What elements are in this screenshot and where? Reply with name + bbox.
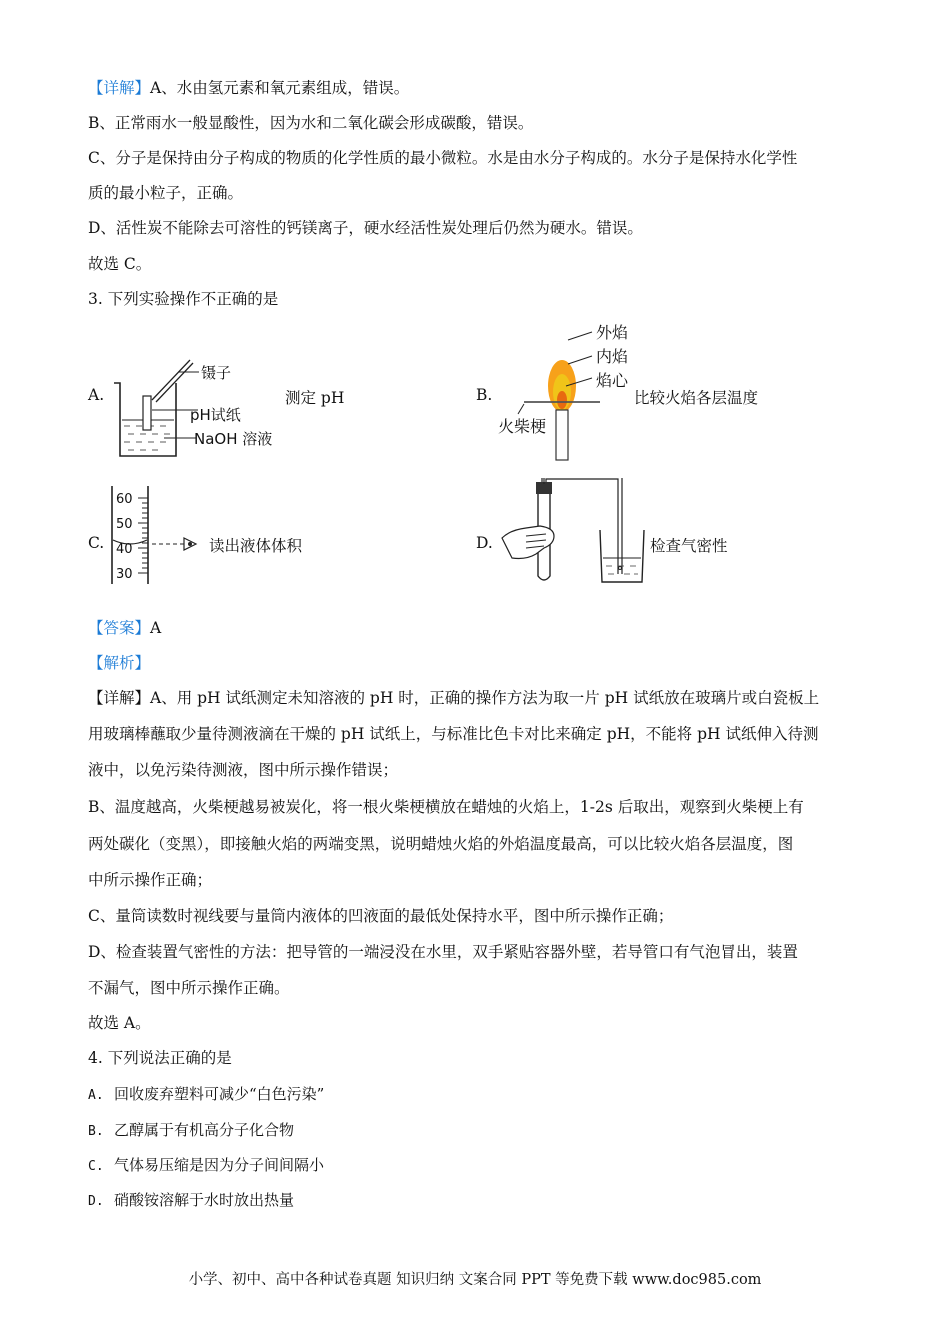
q3-detail-b2: 两处碳化（变黑），即接触火焰的两端变黑，说明蜡烛火焰的外焰温度最高，可以比较火焰各层温度，图 (88, 835, 794, 853)
flame-core-label: 焰心 (596, 371, 629, 390)
q3-detail-b1: B、温度越高，火柴梗越易被炭化，将一根火柴梗横放在蜡烛的火焰上，1-2s 后取出，观察到火柴梗上有 (88, 798, 804, 816)
choice-text: 乙醇属于有机高分子化合物 (114, 1121, 295, 1139)
tick-60: 60 (116, 492, 133, 507)
q2-detail-c1: C、分子是保持由分子构成的物质的化学性质的最小微粒。水是由水分子构成的。水分子是保持水化学性 (88, 149, 798, 167)
choice-text: 回收废弃塑料可减少“白色污染” (114, 1085, 325, 1103)
ph-test-figure (106, 358, 286, 463)
q3-detail-a1 (88, 688, 819, 708)
airtightness-figure (496, 478, 646, 590)
answer-tag: 【答案】 (88, 619, 151, 637)
choice-letter: A. (88, 1088, 104, 1103)
q2-detail-c2: 质的最小粒子，正确。 (88, 184, 244, 202)
q3-detail-d2: 不漏气，图中所示操作正确。 (88, 979, 290, 997)
q3-analysis-tag (88, 653, 150, 673)
q3-option-d-letter: D. (476, 534, 493, 552)
inner-flame-label: 内焰 (596, 347, 629, 366)
q4-choice-c (88, 1154, 324, 1175)
tick-30: 30 (116, 567, 133, 582)
q3-conclusion: 故选 A。 (88, 1014, 151, 1032)
q3-option-b-letter: B. (476, 386, 493, 404)
q2-conclusion: 故选 C。 (88, 255, 152, 273)
q2-detail-d: D、活性炭不能除去可溶性的钙镁离子，硬水经活性炭处理后仍然为硬水。错误。 (88, 219, 643, 237)
q2-detail-b: B、正常雨水一般显酸性，因为水和二氧化碳会形成碳酸，错误。 (88, 114, 534, 132)
choice-letter: B. (88, 1124, 104, 1139)
choice-letter: C. (88, 1159, 104, 1174)
q3-detail-b3: 中所示操作正确； (88, 871, 213, 889)
q3-stem: 3. 下列实验操作不正确的是 (88, 290, 279, 308)
flame-figure (494, 318, 644, 466)
page-footer: 小学、初中、高中各种试卷真题 知识归纳 文案合同 PPT 等免费下载 www.doc985.com (188, 1272, 762, 1288)
q3-option-c-letter: C. (88, 534, 105, 552)
q3-detail-c: C、量筒读数时视线要与量筒内液体的凹液面的最低处保持水平，图中所示操作正确； (88, 907, 674, 925)
tick-50: 50 (116, 517, 133, 532)
tick-40: 40 (116, 542, 133, 557)
q3-detail-a2: 用玻璃棒蘸取少量待测液滴在干燥的 pH 试纸上，与标准比色卡对比来确定 pH，不能将 pH 试纸伸入待测 (88, 725, 819, 743)
ph-paper-label: pH试纸 (190, 406, 241, 424)
tweezers-label: 镊子 (201, 364, 232, 382)
q3-detail-a3: 液中，以免污染待测液，图中所示操作错误； (88, 761, 399, 779)
q2-detail-a (88, 78, 409, 98)
q4-choice-b (88, 1119, 294, 1140)
naoh-solution-label: NaOH 溶液 (194, 430, 273, 448)
q2-a-text: A、水由氢元素和氧元素组成，错误。 (150, 79, 410, 97)
choice-text: 气体易压缩是因为分子间间隔小 (114, 1156, 325, 1174)
q3-option-a-caption: 测定 pH (285, 389, 345, 407)
q4-choice-d (88, 1189, 294, 1210)
answer-value: A (150, 619, 162, 637)
choice-text: 硝酸铵溶解于水时放出热量 (114, 1191, 295, 1209)
q4-stem: 4. 下列说法正确的是 (88, 1049, 232, 1067)
q3-answer (88, 618, 161, 638)
q3-option-c-caption: 读出液体体积 (209, 537, 303, 555)
graduated-cylinder-figure (108, 484, 208, 588)
q3-a-text-1: A、用 pH 试纸测定未知溶液的 pH 时，正确的操作方法为取一片 pH 试纸放在玻璃片或白瓷板上 (150, 689, 820, 707)
q3-option-a-letter: A. (88, 386, 105, 404)
match-stick-label: 火柴梗 (498, 417, 547, 436)
outer-flame-label: 外焰 (596, 323, 629, 342)
q3-option-d-caption: 检查气密性 (650, 537, 728, 555)
detail-tag: 【详解】 (88, 79, 151, 97)
q4-choice-a (88, 1083, 324, 1104)
analysis-tag: 【解析】 (88, 654, 151, 672)
detail-tag: 【详解】 (88, 689, 151, 707)
q3-option-b-caption: 比较火焰各层温度 (634, 389, 759, 407)
q3-detail-d1: D、检查装置气密性的方法：把导管的一端浸没在水里，双手紧贴容器外壁，若导管口有气泡冒出，装置 (88, 943, 798, 961)
choice-letter: D. (88, 1194, 104, 1209)
